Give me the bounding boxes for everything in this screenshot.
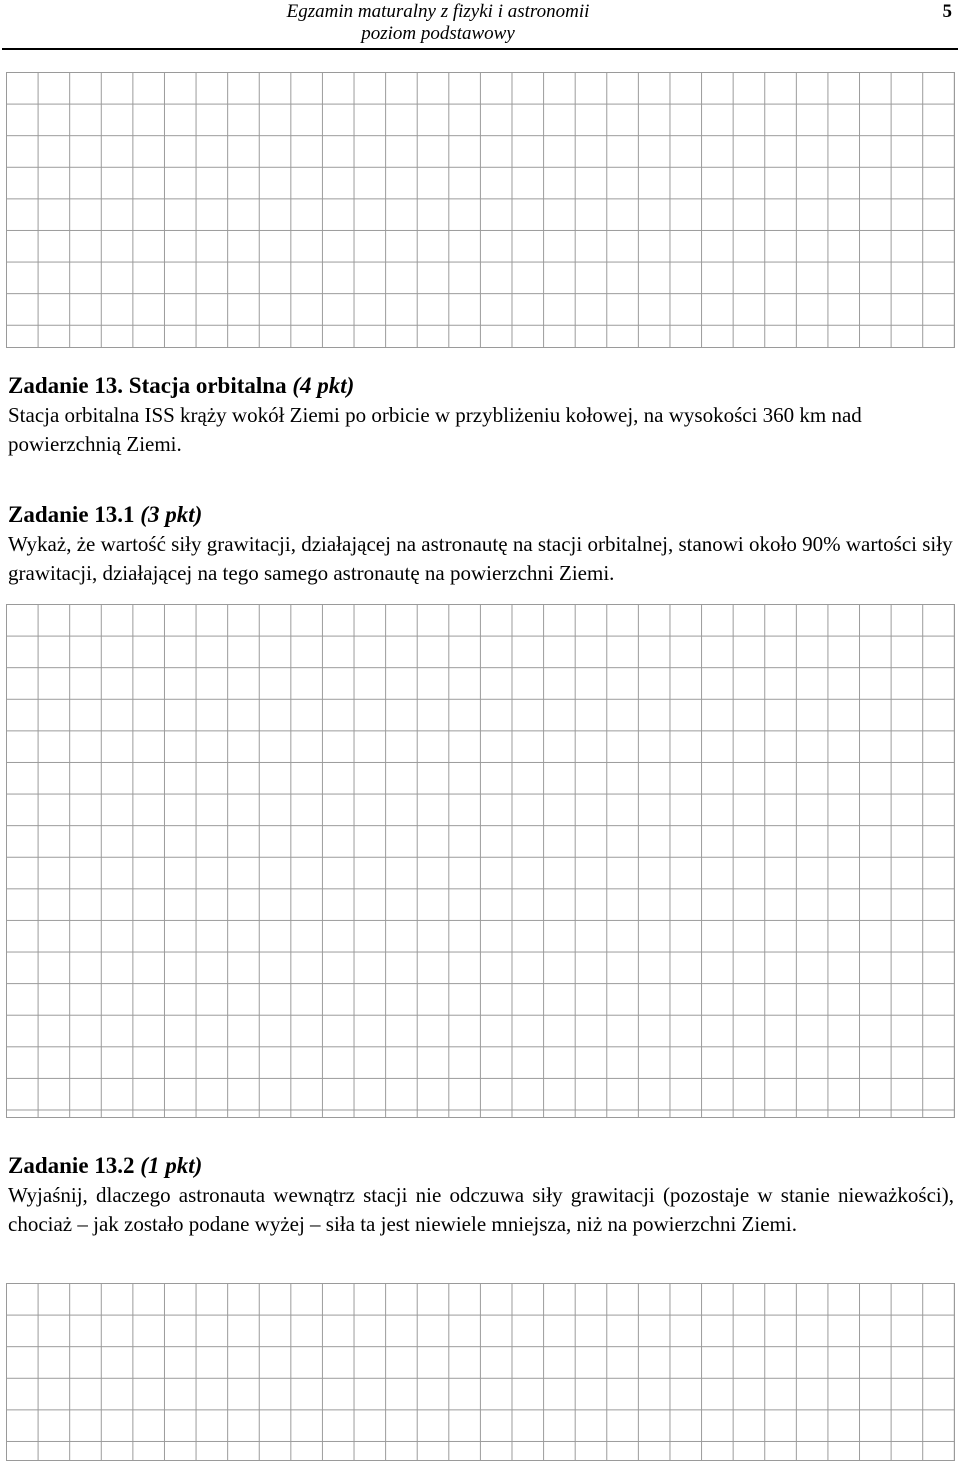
task-13-1-section — [8, 500, 954, 588]
task-13-1-title: Zadanie 13.1 — [8, 502, 135, 527]
answer-grid-task-13-2[interactable] — [6, 1283, 955, 1461]
page-number: 5 — [942, 1, 952, 22]
task-13-1-heading — [8, 500, 954, 530]
task-13-1-body: Wykaż, że wartość siły grawitacji, działającej na astronautę na stacji orbitalnej, stanowi około 90% wartości siły grawitacji, działającej na tego samego astronautę na powierzchni Ziemi. — [8, 532, 953, 585]
page-header — [0, 0, 960, 48]
task-13-1-points: (3 pkt) — [140, 502, 203, 527]
header-divider — [2, 48, 958, 50]
exam-title: Egzamin maturalny z fizyki i astronomii — [286, 1, 590, 22]
task-13-2-section — [8, 1151, 954, 1239]
task-13-2-title: Zadanie 13.2 — [8, 1153, 135, 1178]
task-13-2-heading — [8, 1151, 954, 1181]
answer-grid-previous-task[interactable] — [6, 72, 955, 348]
task-13-title: Zadanie 13. Stacja orbitalna — [8, 373, 287, 398]
exam-level: poziom podstawowy — [361, 23, 515, 44]
task-13-points: (4 pkt) — [292, 373, 355, 398]
task-13-intro: Stacja orbitalna ISS krąży wokół Ziemi po orbicie w przybliżeniu kołowej, na wysokości 360 km nad powierzchnią Ziemi. — [8, 403, 862, 456]
task-13-2-points: (1 pkt) — [140, 1153, 203, 1178]
task-13-section — [8, 371, 954, 459]
answer-grid-task-13-1[interactable] — [6, 604, 955, 1118]
task-13-2-body: Wyjaśnij, dlaczego astronauta wewnątrz stacji nie odczuwa siły grawitacji (pozostaje w stanie nieważkości), chociaż – jak zostało podane wyżej – siła ta jest niewiele mniejsza, niż na powierzchni Ziemi. — [8, 1183, 954, 1236]
task-13-heading — [8, 371, 954, 401]
